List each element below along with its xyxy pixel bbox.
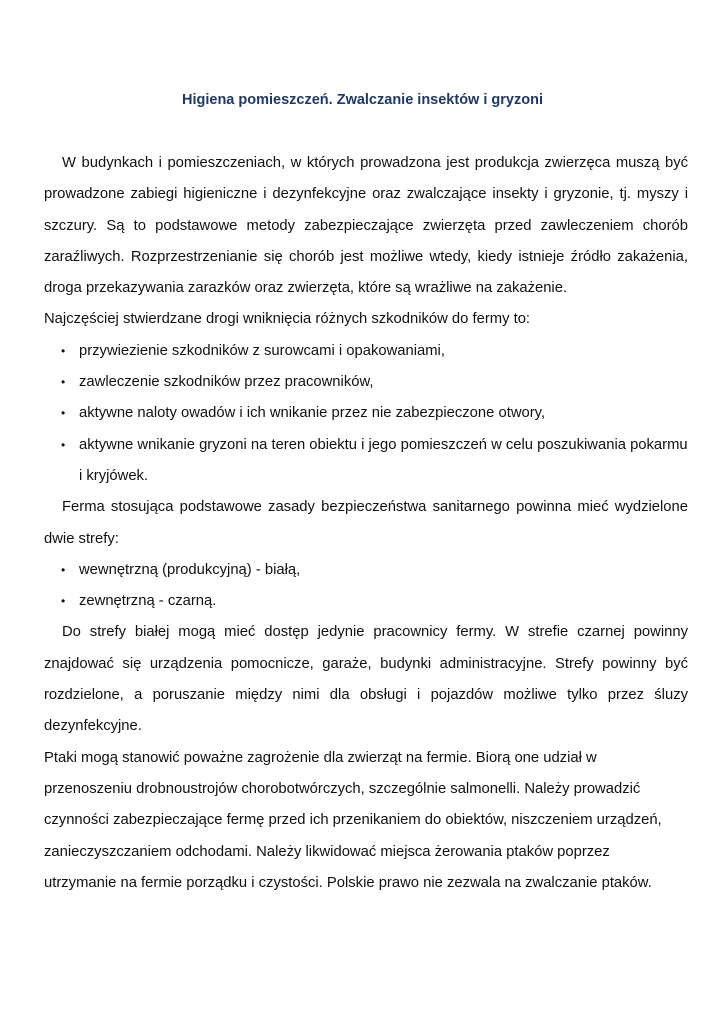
pest-routes-list	[44, 336, 688, 492]
document-title: Higiena pomieszczeń. Zwalczanie insektów i gryzoni	[182, 92, 543, 108]
bullet-icon: •	[61, 343, 66, 358]
paragraph-white-zone: Do strefy białej mogą mieć dostęp jedynie pracownicy fermy. W strefie czarnej powinny znajdować się urządzenia pomocnicze, garaże, budynki administracyjne. Strefy powinny być rozdzielone, a poruszanie między nimi dla obsługi i pojazdów możliwe tylko przez śluzy dezynfekcyjne.	[44, 624, 688, 735]
bullet-icon: •	[61, 375, 66, 390]
paragraph-birds-line: zanieczyszczaniem odchodami. Należy likwidować miejsca żerowania ptaków poprzez	[44, 843, 610, 860]
paragraph-birds-line: przenoszeniu drobnoustrojów chorobotwórczych, szczególnie salmonelli. Należy prowadzić	[44, 780, 641, 797]
list-item	[44, 398, 688, 429]
paragraph-intro: W budynkach i pomieszczeniach, w których prowadzona jest produkcja zwierzęca muszą być prowadzone zabiegi higieniczne i dezynfekcyjne oraz zwalczające insekty i gryzonie, tj. myszy i szczury. Są to podstawowe metody zabezpieczające zwierzęta przed zawleczeniem chorób zaraźliwych. Rozprzestrzenianie się chorób jest możliwe wtedy, kiedy istnieje źródło zakażenia, droga przekazywania zarazków oraz zwierzęta, które są wrażliwe na zakażenie.	[44, 155, 688, 297]
list-item-text: zawleczenie szkodników przez pracowników,	[79, 374, 374, 391]
paragraph-birds	[44, 743, 688, 899]
list-item	[44, 336, 688, 367]
paragraph-zones: Ferma stosująca podstawowe zasady bezpieczeństwa sanitarnego powinna mieć wydzielone dwie strefy:	[44, 499, 688, 547]
list-item-text: aktywne naloty owadów i ich wnikanie przez nie zabezpieczone otwory,	[79, 405, 546, 422]
list-item	[44, 430, 688, 493]
paragraph-pest-routes: Najczęściej stwierdzane drogi wniknięcia różnych szkodników do fermy to:	[44, 311, 531, 328]
list-item-text: wewnętrzną (produkcyjną) - białą,	[79, 561, 301, 578]
list-item-text: przywiezienie szkodników z surowcami i opakowaniami,	[79, 342, 445, 359]
list-item-text: zewnętrzną - czarną.	[79, 593, 217, 610]
document-body	[44, 148, 688, 899]
bullet-icon: •	[61, 562, 66, 577]
list-item	[44, 367, 688, 398]
bullet-icon: •	[61, 437, 66, 452]
paragraph-birds-line: utrzymanie na fermie porządku i czystości. Polskie prawo nie zezwala na zwalczanie ptaków.	[44, 874, 652, 891]
paragraph-birds-line: Ptaki mogą stanowić poważne zagrożenie dla zwierząt na fermie. Biorą one udział w	[44, 749, 597, 766]
bullet-icon: •	[61, 406, 66, 421]
list-item	[44, 555, 688, 586]
paragraph-birds-line: czynności zabezpieczające fermę przed ich przenikaniem do obiektów, niszczeniem urządzeń,	[44, 812, 662, 829]
zones-list	[44, 555, 688, 618]
list-item-text: aktywne wnikanie gryzoni na teren obiektu i jego pomieszczeń w celu poszukiwania pokarmu i kryjówek.	[79, 436, 688, 484]
list-item	[44, 586, 688, 617]
bullet-icon: •	[61, 594, 66, 609]
